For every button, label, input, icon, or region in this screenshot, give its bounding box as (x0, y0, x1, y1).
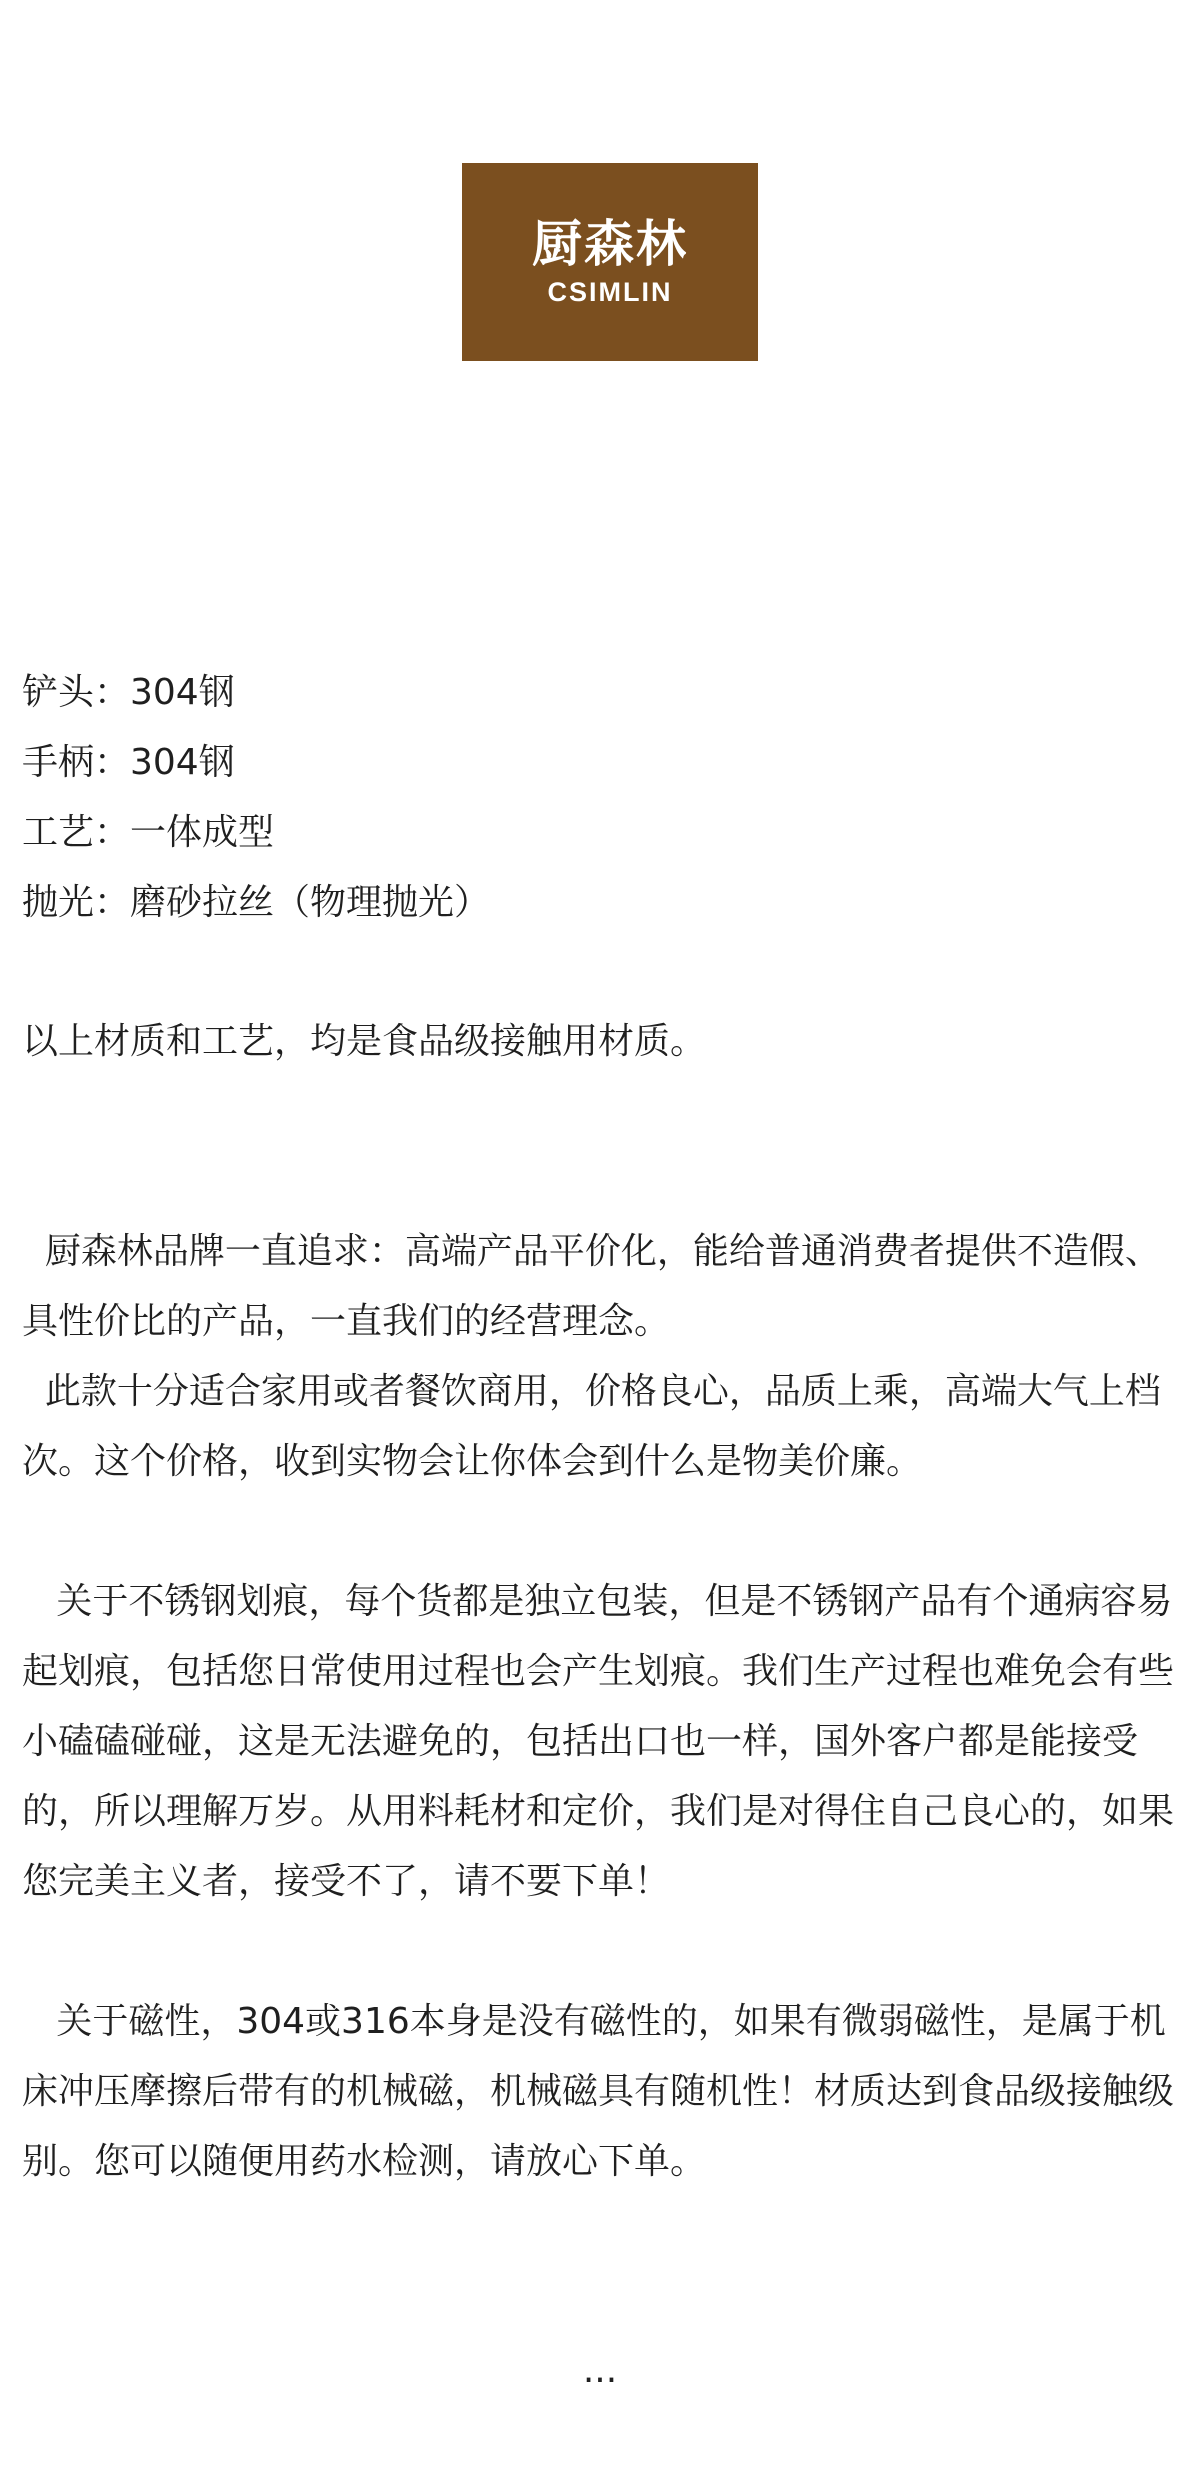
spec-process: 工艺：一体成型 (22, 812, 275, 853)
brand-philosophy-paragraph: 厨森林品牌一直追求：高端产品平价化，能给普通消费者提供不造假、具性价比的产品，一直我们的经营理念。 (22, 1231, 1161, 1342)
logo-chinese-name: 厨森林 (532, 215, 688, 273)
logo-english-name: CSIMLIN (547, 277, 673, 307)
spec-polish: 抛光：磨砂拉丝（物理抛光） (22, 882, 491, 923)
spec-handle-material: 手柄：304钢 (22, 742, 235, 783)
magnetism-notice-paragraph: 关于磁性，304或316本身是没有磁性的，如果有微弱磁性，是属于机床冲压摩擦后带有的机械磁，机械磁具有随机性！材质达到食品级接触级别。您可以随便用药水检测，请放心下单。 (22, 2001, 1175, 2182)
food-grade-note: 以上材质和工艺，均是食品级接触用材质。 (22, 1021, 707, 1062)
product-use-paragraph: 此款十分适合家用或者餐饮商用，价格良心，品质上乘，高端大气上档次。这个价格，收到实物会让你体会到什么是物美价廉。 (22, 1371, 1161, 1482)
more-indicator: ... (582, 2350, 618, 2391)
scratch-notice-paragraph: 关于不锈钢划痕，每个货都是独立包装，但是不锈钢产品有个通病容易起划痕，包括您日常使用过程也会产生划痕。我们生产过程也难免会有些小磕磕碰碰，这是无法避免的，包括出口也一样，国外客户都是能接受的，所以理解万岁。从用料耗材和定价，我们是对得住自己良心的，如果您完美主义者，接受不了，请不要下单！ (22, 1581, 1175, 1902)
brand-description (22, 1217, 1178, 1497)
spec-list (22, 658, 1178, 938)
spec-head-material: 铲头：304钢 (22, 672, 235, 713)
brand-logo (462, 163, 758, 361)
